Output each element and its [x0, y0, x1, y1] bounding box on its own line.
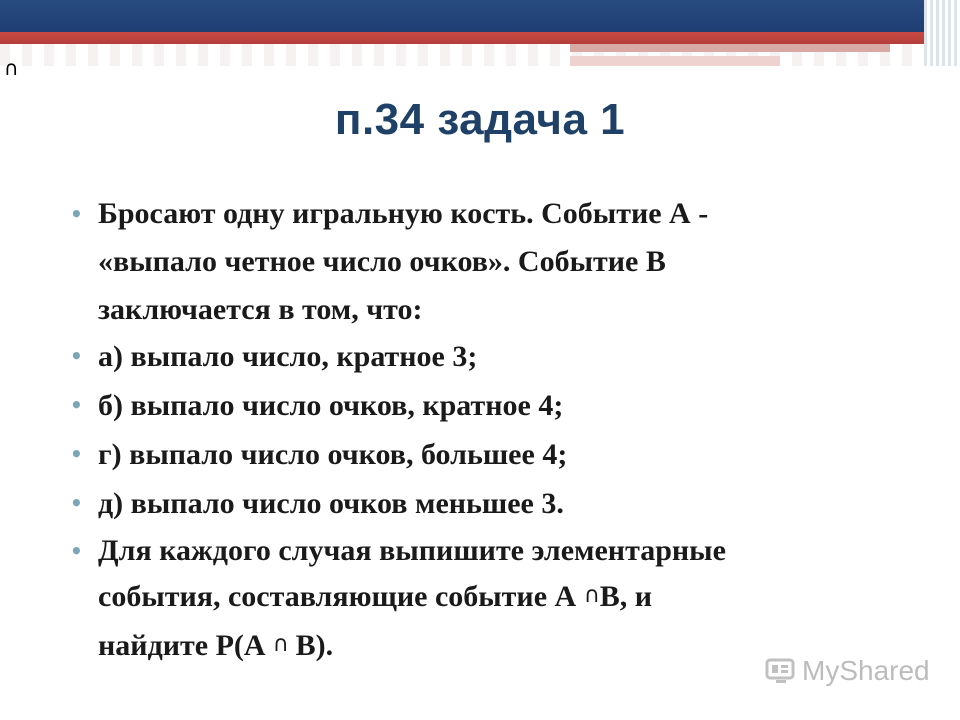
bullet-item-g — [68, 430, 908, 479]
header-band-accent — [570, 44, 890, 52]
bullet-text-part: В, и — [599, 580, 653, 613]
bullet-dot-icon: • — [70, 202, 83, 226]
bullet-text: а) выпало число, кратное 3; — [98, 340, 478, 373]
bullet-text-line: заключается в том, что: — [98, 293, 423, 326]
bullet-dot-icon: • — [70, 393, 83, 417]
bullet-text: б) выпало число очков, кратное 4; — [98, 389, 564, 422]
header-band-blue — [0, 0, 960, 32]
bullet-item-b — [68, 381, 908, 430]
header-band — [0, 0, 960, 66]
header-band-stripes — [924, 0, 960, 66]
bullet-text-line: «выпало четное число очков». Событие В — [98, 245, 666, 278]
bullet-item-d — [68, 479, 908, 528]
intersection-symbol: ∩ — [583, 583, 600, 608]
bullet-text-line — [98, 574, 908, 623]
bullet-item-problem — [68, 192, 908, 332]
bullet-text: г) выпало число очков, большее 4; — [98, 438, 568, 471]
slide-title: п.34 задача 1 — [334, 95, 626, 144]
watermark-text: MyShared — [802, 655, 930, 686]
bullet-text-line: Бросают одну игральную кость. Событие А - — [98, 197, 709, 230]
bullet-item-task — [68, 528, 908, 672]
bullet-text-part: В). — [295, 629, 334, 662]
intersection-symbol: ∩ — [265, 632, 296, 657]
myshared-logo-icon — [764, 654, 798, 688]
bullet-dot-icon: • — [70, 539, 83, 563]
header-band-accent-light — [570, 56, 780, 66]
bullet-list — [68, 192, 908, 672]
bullet-text-line: Для каждого случая выпишите элементарные — [98, 534, 726, 567]
bullet-dot-icon: • — [70, 344, 83, 368]
bullet-dot-icon: • — [70, 442, 83, 466]
bullet-text-part: найдите Р(А — [98, 629, 266, 662]
bullet-dot-icon: • — [70, 491, 83, 515]
bullet-text-part: события, составляющие событие А — [98, 580, 584, 613]
intersection-symbol: ∩ — [4, 56, 19, 80]
watermark — [764, 654, 930, 688]
bullet-item-a — [68, 332, 908, 381]
header-band-red — [0, 32, 960, 44]
bullet-text: д) выпало число очков меньшее 3. — [98, 487, 564, 520]
